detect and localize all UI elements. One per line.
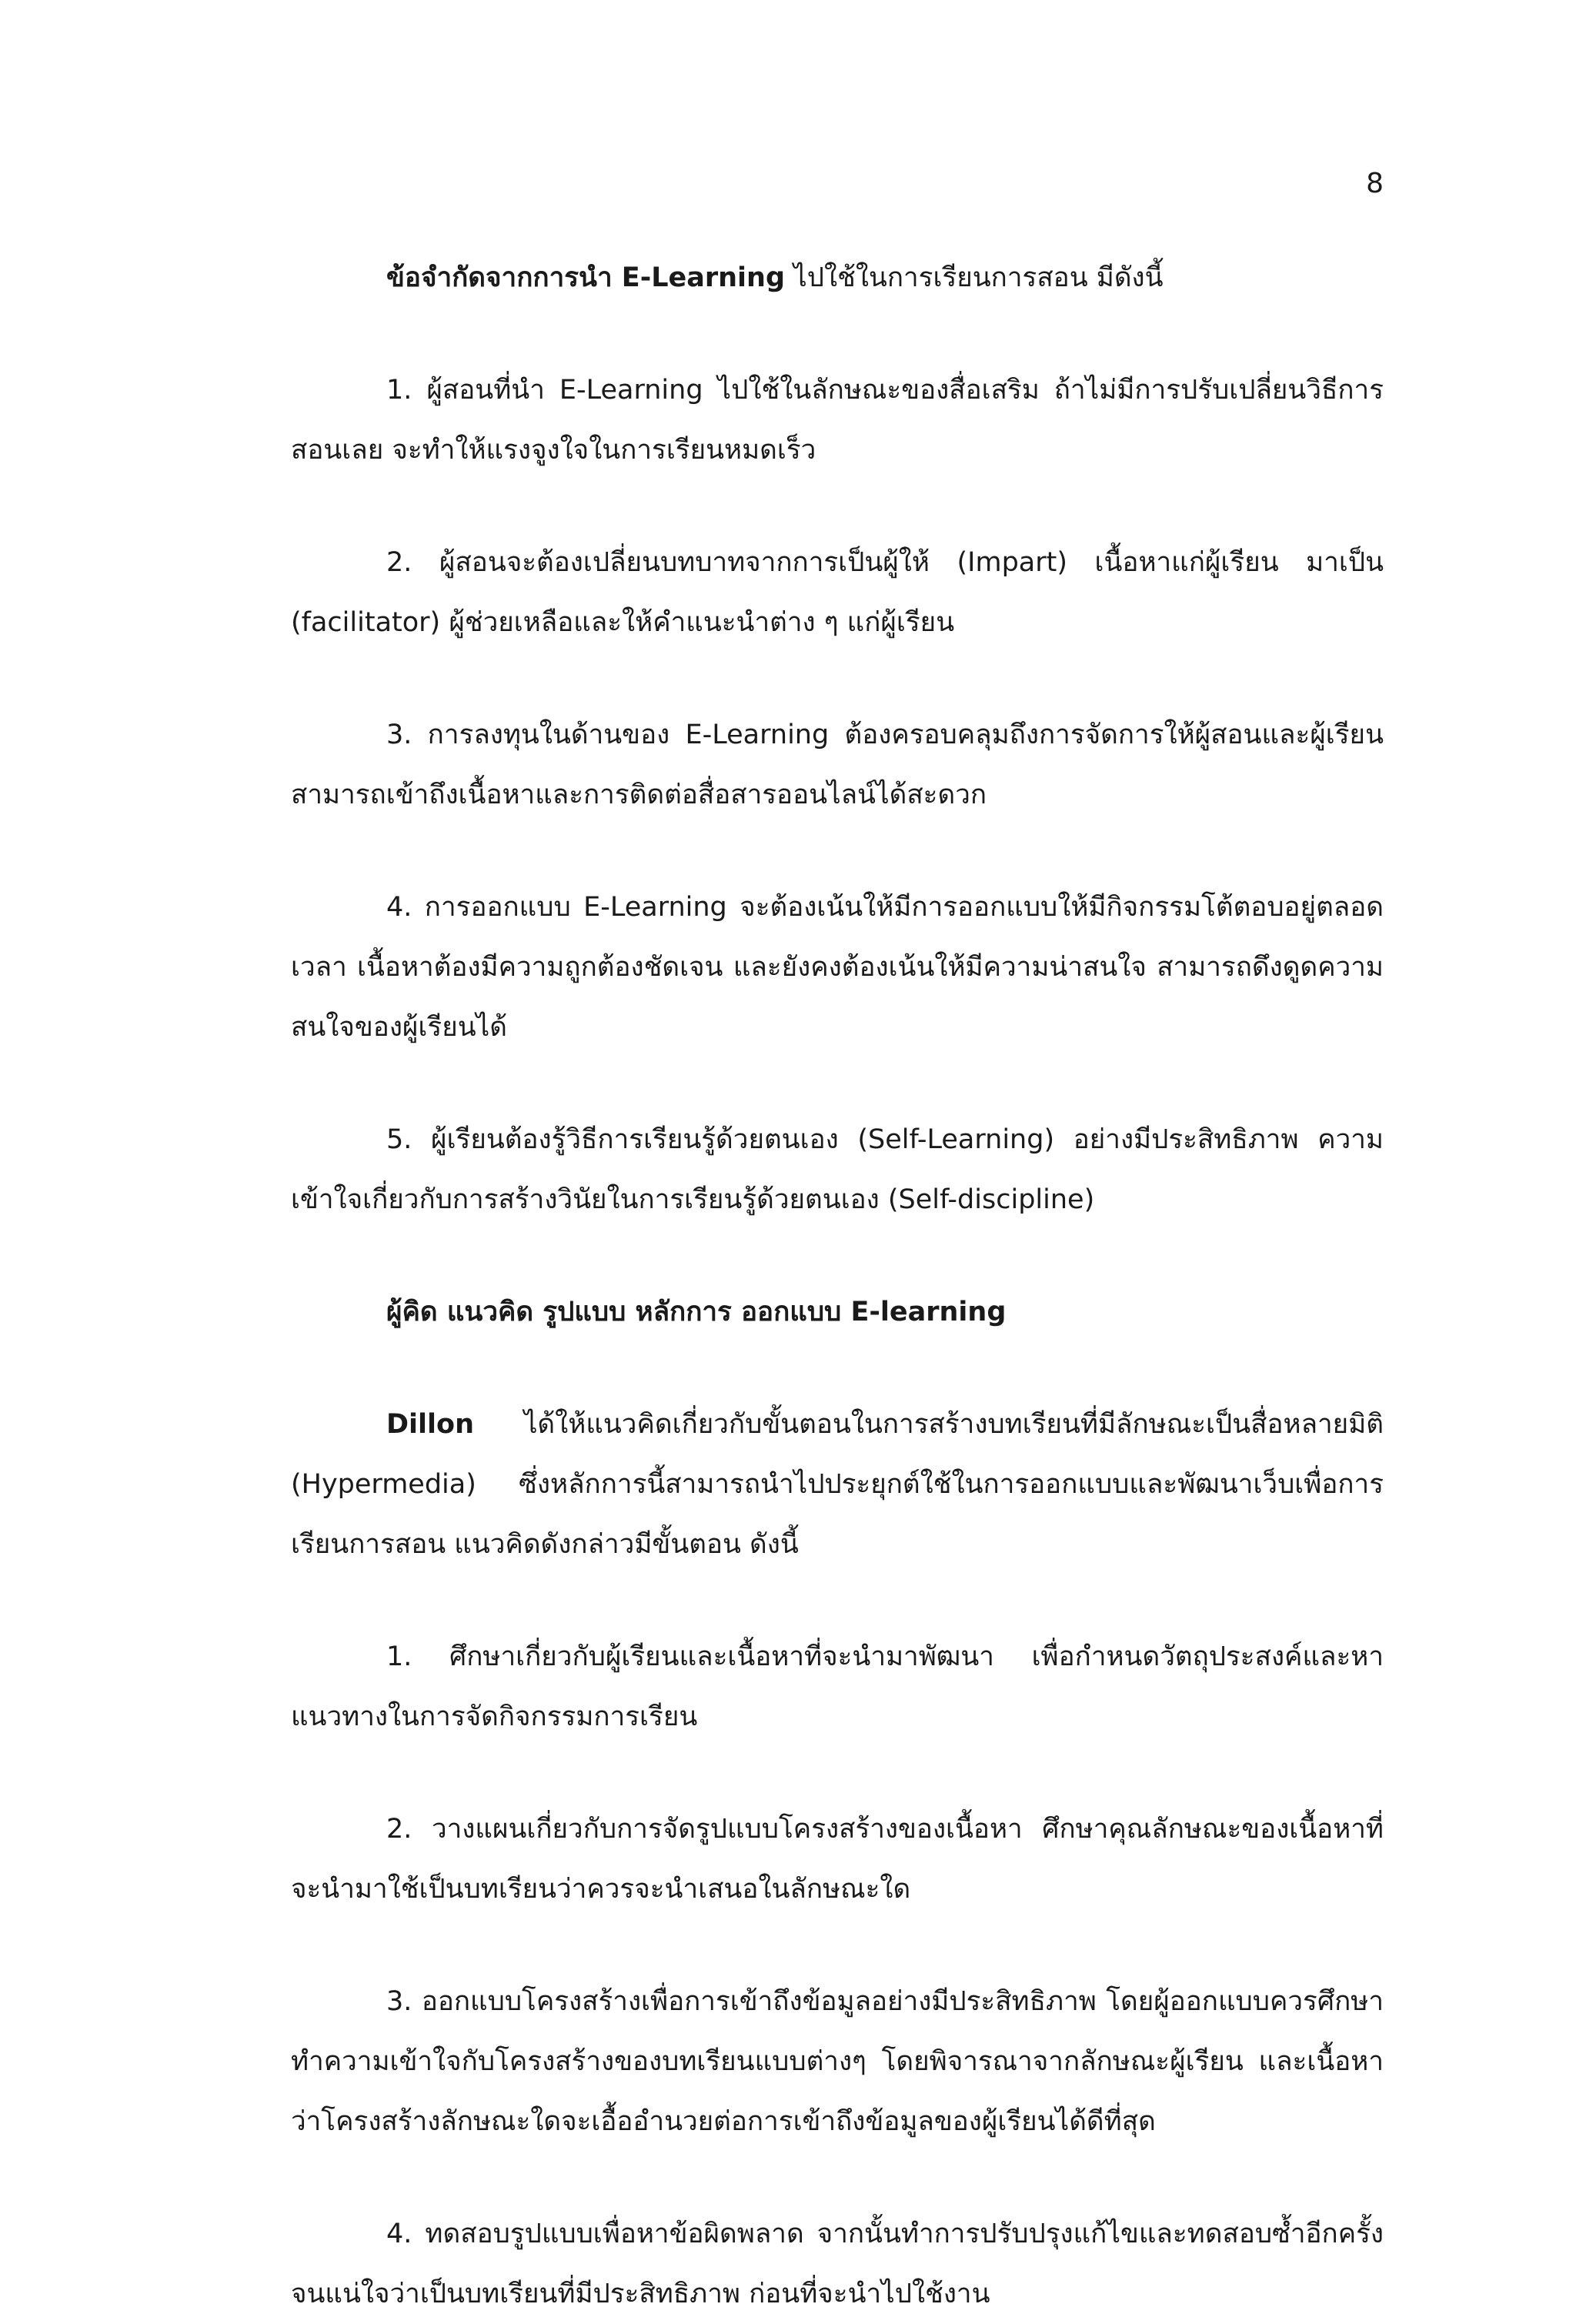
limitation-item-1: 1. ผู้สอนที่นำ E-Learning ไปใช้ในลักษณะของสื่อเสริม ถ้าไม่มีการปรับเปลี่ยนวิธีการสอนเลย จะทำให้แรงจูงใจในการเรียนหมดเร็ว — [291, 375, 1384, 466]
heading-bold-text: ข้อจำกัดจากการนำ E-Learning — [386, 262, 786, 293]
limitation-item-2: 2. ผู้สอนจะต้องเปลี่ยนบทบาทจากการเป็นผู้ให้ (Impart) เนื้อหาแก่ผู้เรียน มาเป็น (facilitator) ผู้ช่วยเหลือและให้คำแนะนำต่าง ๆ แก่ผู้เรียน — [291, 547, 1384, 638]
section-heading-limitations — [291, 248, 1384, 308]
author-name: Dillon — [386, 1409, 475, 1440]
heading-bold-text: ผู้คิด แนวคิด รูปแบบ หลักการ ออกแบบ E-learning — [386, 1297, 1007, 1327]
limitation-item-3: 3. การลงทุนในด้านของ E-Learning ต้องครอบคลุมถึงการจัดการให้ผู้สอนและผู้เรียนสามารถเข้าถึงเนื้อหาและการติดต่อสื่อสารออนไลน์ได้สะดวก — [291, 720, 1384, 810]
dillon-intro — [291, 1394, 1384, 1574]
step-item-4: 4. ทดสอบรูปแบบเพื่อหาข้อผิดพลาด จากนั้นทำการปรับปรุงแก้ไขและทดสอบซ้ำอีกครั้งจนแน่ใจว่าเป็นบทเรียนที่มีประสิทธิภาพ ก่อนที่จะนำไปใช้งาน — [291, 2219, 1384, 2309]
intro-text: ได้ให้แนวคิดเกี่ยวกับขั้นตอนในการสร้างบทเรียนที่มีลักษณะเป็นสื่อหลายมิติ (Hypermedia) ซึ่งหลักการนี้สามารถนำไปประยุกต์ใช้ในการออกแบบและพัฒนาเว็บเพื่อการเรียนการสอน แนวคิดดังกล่าวมีขั้นตอน ดังนี้ — [291, 1409, 1384, 1560]
document-body — [291, 248, 1384, 2324]
step-item-2: 2. วางแผนเกี่ยวกับการจัดรูปแบบโครงสร้างของเนื้อหา ศึกษาคุณลักษณะของเนื้อหาที่จะนำมาใช้เป็นบทเรียนว่าควรจะนำเสนอในลักษณะใด — [291, 1814, 1384, 1905]
step-item-3: 3. ออกแบบโครงสร้างเพื่อการเข้าถึงข้อมูลอย่างมีประสิทธิภาพ โดยผู้ออกแบบควรศึกษาทำความเข้าใจกับโครงสร้างของบทเรียนแบบต่างๆ โดยพิจารณาจากลักษณะผู้เรียน และเนื้อหาว่าโครงสร้างลักษณะใดจะเอื้ออำนวยต่อการเข้าถึงข้อมูลของผู้เรียนได้ดีที่สุด — [291, 1986, 1384, 2137]
limitation-item-5: 5. ผู้เรียนต้องรู้วิธีการเรียนรู้ด้วยตนเอง (Self-Learning) อย่างมีประสิทธิภาพ ความเข้าใจเกี่ยวกับการสร้างวินัยในการเรียนรู้ด้วยตนเอง (Self-discipline) — [291, 1124, 1384, 1215]
heading-rest-text: ไปใช้ในการเรียนการสอน มีดังนี้ — [785, 262, 1164, 293]
page-number: 8 — [1366, 168, 1384, 199]
limitation-item-4: 4. การออกแบบ E-Learning จะต้องเน้นให้มีการออกแบบให้มีกิจกรรมโต้ตอบอยู่ตลอดเวลา เนื้อหาต้องมีความถูกต้องชัดเจน และยังคงต้องเน้นให้มีความน่าสนใจ สามารถดึงดูดความสนใจของผู้เรียนได้ — [291, 892, 1384, 1043]
section-heading-design-concepts — [291, 1282, 1384, 1342]
step-item-1: 1. ศึกษาเกี่ยวกับผู้เรียนและเนื้อหาที่จะนำมาพัฒนา เพื่อกำหนดวัตถุประสงค์และหาแนวทางในการจัดกิจกรรมการเรียน — [291, 1641, 1384, 1732]
